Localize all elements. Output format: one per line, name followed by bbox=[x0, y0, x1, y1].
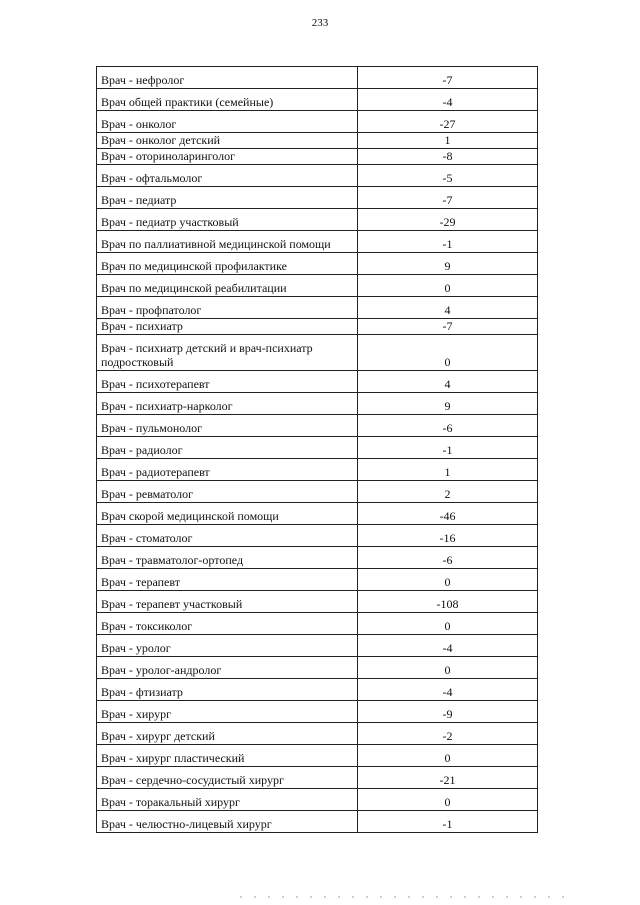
specialty-name: Врач - психотерапевт bbox=[97, 371, 358, 393]
specialty-name: Врач - педиатр участковый bbox=[97, 209, 358, 231]
specialty-name: Врач - терапевт bbox=[97, 569, 358, 591]
specialty-value: -21 bbox=[358, 767, 538, 789]
specialty-value: -6 bbox=[358, 547, 538, 569]
specialty-value: -6 bbox=[358, 415, 538, 437]
specialty-value: -9 bbox=[358, 701, 538, 723]
specialty-value: 0 bbox=[358, 335, 538, 371]
table-row bbox=[97, 657, 538, 679]
table-row bbox=[97, 209, 538, 231]
table-row bbox=[97, 745, 538, 767]
specialty-name: Врач по паллиативной медицинской помощи bbox=[97, 231, 358, 253]
specialty-value: 4 bbox=[358, 297, 538, 319]
table-row bbox=[97, 319, 538, 335]
specialty-value: 0 bbox=[358, 275, 538, 297]
specialty-name: Врач - уролог-андролог bbox=[97, 657, 358, 679]
table-row bbox=[97, 393, 538, 415]
table-row bbox=[97, 187, 538, 209]
specialty-value: 4 bbox=[358, 371, 538, 393]
specialty-name: Врач - хирург пластический bbox=[97, 745, 358, 767]
specialty-value: -7 bbox=[358, 67, 538, 89]
specialty-value: -27 bbox=[358, 111, 538, 133]
specialty-value: 1 bbox=[358, 459, 538, 481]
specialty-value: 0 bbox=[358, 613, 538, 635]
specialty-name: Врач - уролог bbox=[97, 635, 358, 657]
specialty-name: Врач - хирург детский bbox=[97, 723, 358, 745]
table-row bbox=[97, 231, 538, 253]
table-row bbox=[97, 459, 538, 481]
table-row bbox=[97, 635, 538, 657]
specialty-value: -5 bbox=[358, 165, 538, 187]
specialty-name: Врач - радиолог bbox=[97, 437, 358, 459]
specialty-name: Врач скорой медицинской помощи bbox=[97, 503, 358, 525]
table-row bbox=[97, 371, 538, 393]
table-row bbox=[97, 89, 538, 111]
specialty-name: Врач - травматолог-ортопед bbox=[97, 547, 358, 569]
table-row bbox=[97, 547, 538, 569]
specialty-name: Врач - терапевт участковый bbox=[97, 591, 358, 613]
table-row bbox=[97, 613, 538, 635]
specialty-value: 0 bbox=[358, 657, 538, 679]
specialty-name: Врач - фтизиатр bbox=[97, 679, 358, 701]
specialty-value: 0 bbox=[358, 789, 538, 811]
specialty-name: Врач - офтальмолог bbox=[97, 165, 358, 187]
specialty-name: Врач - психиатр bbox=[97, 319, 358, 335]
specialty-name: Врач - онколог bbox=[97, 111, 358, 133]
table-row bbox=[97, 481, 538, 503]
specialty-value: 0 bbox=[358, 569, 538, 591]
table-row bbox=[97, 679, 538, 701]
table-row bbox=[97, 701, 538, 723]
specialty-name: Врач - токсиколог bbox=[97, 613, 358, 635]
table-row bbox=[97, 569, 538, 591]
table-row bbox=[97, 253, 538, 275]
table-row bbox=[97, 335, 538, 371]
specialty-value: 0 bbox=[358, 745, 538, 767]
specialty-value: -4 bbox=[358, 635, 538, 657]
table-row bbox=[97, 111, 538, 133]
specialty-value: -1 bbox=[358, 231, 538, 253]
specialty-value: -108 bbox=[358, 591, 538, 613]
table-row bbox=[97, 275, 538, 297]
specialty-name: Врач - психиатр детский и врач-психиатр подростковый bbox=[97, 335, 358, 371]
specialists-table bbox=[96, 66, 538, 833]
specialty-value: -16 bbox=[358, 525, 538, 547]
table-row bbox=[97, 723, 538, 745]
table-row bbox=[97, 525, 538, 547]
specialty-name: Врач - челюстно-лицевый хирург bbox=[97, 811, 358, 833]
table-row bbox=[97, 789, 538, 811]
specialty-value: -7 bbox=[358, 187, 538, 209]
specialty-name: Врач - пульмонолог bbox=[97, 415, 358, 437]
specialists-table-body bbox=[97, 67, 538, 833]
specialty-name: Врач - онколог детский bbox=[97, 133, 358, 149]
specialty-value: -46 bbox=[358, 503, 538, 525]
specialty-value: 9 bbox=[358, 253, 538, 275]
specialty-name: Врач общей практики (семейные) bbox=[97, 89, 358, 111]
table-row bbox=[97, 591, 538, 613]
table-row bbox=[97, 149, 538, 165]
specialty-name: Врач - нефролог bbox=[97, 67, 358, 89]
specialty-name: Врач - стоматолог bbox=[97, 525, 358, 547]
specialty-name: Врач - психиатр-нарколог bbox=[97, 393, 358, 415]
table-row bbox=[97, 503, 538, 525]
specialty-value: -4 bbox=[358, 679, 538, 701]
table-row bbox=[97, 415, 538, 437]
table-row bbox=[97, 767, 538, 789]
specialty-value: -8 bbox=[358, 149, 538, 165]
specialty-name: Врач - хирург bbox=[97, 701, 358, 723]
specialty-value: -7 bbox=[358, 319, 538, 335]
table-row bbox=[97, 811, 538, 833]
specialty-name: Врач - профпатолог bbox=[97, 297, 358, 319]
specialty-name: Врач - ревматолог bbox=[97, 481, 358, 503]
specialty-name: Врач - педиатр bbox=[97, 187, 358, 209]
table-row bbox=[97, 67, 538, 89]
specialty-value: 9 bbox=[358, 393, 538, 415]
table-row bbox=[97, 133, 538, 149]
table-row bbox=[97, 165, 538, 187]
specialty-name: Врач - сердечно-сосудистый хирург bbox=[97, 767, 358, 789]
specialty-name: Врач по медицинской профилактике bbox=[97, 253, 358, 275]
specialty-value: 1 bbox=[358, 133, 538, 149]
table-row bbox=[97, 297, 538, 319]
specialty-value: -1 bbox=[358, 437, 538, 459]
specialty-name: Врач - оториноларинголог bbox=[97, 149, 358, 165]
specialty-name: Врач - радиотерапевт bbox=[97, 459, 358, 481]
specialty-name: Врач - торакальный хирург bbox=[97, 789, 358, 811]
specialty-value: -29 bbox=[358, 209, 538, 231]
specialty-value: 2 bbox=[358, 481, 538, 503]
specialty-value: -4 bbox=[358, 89, 538, 111]
page-number: 233 bbox=[311, 17, 329, 29]
table-row bbox=[97, 437, 538, 459]
specialty-value: -1 bbox=[358, 811, 538, 833]
specialty-name: Врач по медицинской реабилитации bbox=[97, 275, 358, 297]
scan-artifact-marks bbox=[240, 896, 570, 898]
specialty-value: -2 bbox=[358, 723, 538, 745]
